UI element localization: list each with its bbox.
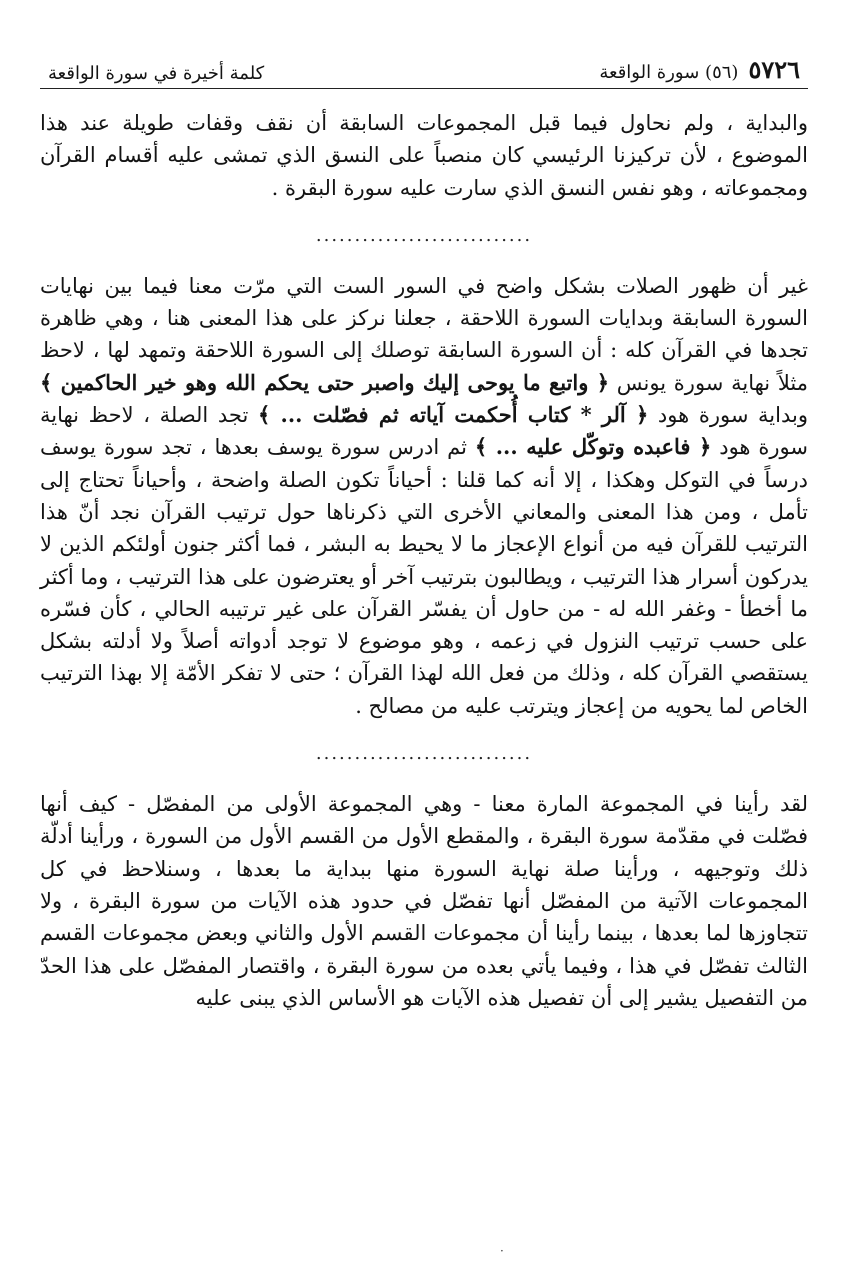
page-mark-dot: · [500,1244,504,1258]
surah-reference: (٥٦) سورة الواقعة [599,62,739,83]
running-header [40,50,808,89]
paragraph-2-text-1: غير أن ظهور الصلات بشكل واضح في السور الست التي مرّت معنا فيما بين نهايات السورة السابقة وبدايات السورة اللاحقة ، جعلنا نركز على هذا المعنى هنا ، وهي ظاهرة تجدها في القرآن كله : أن السورة السابقة توصلك إلى السورة اللاحقة وتمهد لها ، لاحظ مثلاً نهاية سورة يونس [40,273,808,395]
section-title: كلمة أخيرة في سورة الواقعة [48,63,265,84]
quran-quote-hud-ending: ﴿ فاعبده وتوكّل عليه ... ﴾ [474,434,712,460]
section-separator-1: ............................ [315,224,533,246]
paragraph-2-text-4: ثم ادرس سورة يوسف بعدها ، تجد سورة يوسف درساً في التوكل وهكذا ، إلا أنه كما قلنا : أحياناً تكون الصلة واضحة ، وأحياناً تحتاج إلى تأمل ، ومن هذا المعنى والمعاني الأخرى التي ذكرناها حول ترتيب القرآن نجد أنّ هذا الترتيب للقرآن فيه من أنواع الإعجاز ما لا يحيط به البشر ، فما أكثر جنون أولئكم الذين لا يدركون أسرار هذا الترتيب ، ويطالبون بترتيب آخر أو يعترضون على هذا الترتيب ، وما أكثر ما أخطأ - وغفر الله له - من حاول أن يفسّر القرآن على غير ترتيبه الحالي ، كأن فسّره على حسب ترتيب النزول في زعمه ، وهو موضوع لا توجد أدواته أصلاً ولا أدلته بشكل يستقصي القرآن كله ، وذلك من فعل الله لهذا القرآن ؛ حتى لا تفكر الأمّة إلا بهذا الترتيب الخاص لما يحويه من إعجاز ويترتب عليه من مصالح . [40,435,808,718]
page-body [40,107,808,1014]
paragraph-2-text-2: وبداية سورة هود [648,403,809,428]
paragraph-2 [40,270,808,722]
paragraph-3: لقد رأينا في المجموعة المارة معنا - وهي المجموعة الأولى من المفصّل - كيف أنها فصّلت في مقدّمة سورة البقرة ، والمقطع الأول من القسم الأول من السورة ، ورأينا أدلّة ذلك وتوجيهه ، ورأينا صلة نهاية السورة منها ببداية ما بعدها ، وسنلاحظ في كل المجموعات الآتية من المفصّل أنها تفصّل في حدود هذه الآيات من سورة البقرة ، ولا تتجاوزها لما بعدها ، بينما رأينا أن مجموعات القسم الأول والثاني وبعض مجموعات القسم الثالث تفصّل في هذا ، وفيما يأتي بعده من سورة البقرة ، واقتصار المفصّل على هذا الحدّ من التفصيل يشير إلى أن تفصيل هذه الآيات هو الأساس الذي يبنى عليه [40,792,808,1010]
page-number: ٥٧٢٦ [748,55,800,84]
header-right [599,55,800,84]
section-separator-2: ............................ [315,743,533,765]
quran-quote-yunus: ﴿ واتبع ما يوحى إليك واصبر حتى يحكم الله وهو خير الحاكمين ﴾ [40,369,610,395]
paragraph-1: والبداية ، ولم نحاول فيما قبل المجموعات السابقة أن نقف وقفات طويلة عند هذا الموضوع ، لأن تركيزنا الرئيسي كان منصباً على النسق الذي تمشى عليه أقسام القرآن ومجموعاته ، وهو نفس النسق الذي سارت عليه سورة البقرة . [40,111,808,200]
paragraph-2-text-3: تجد الصلة ، لاحظ نهاية سورة هود [40,403,808,460]
quran-quote-hud-opening: ﴿ آلر * كتاب أُحكمت آياته ثم فصّلت ... ﴾ [257,402,649,428]
